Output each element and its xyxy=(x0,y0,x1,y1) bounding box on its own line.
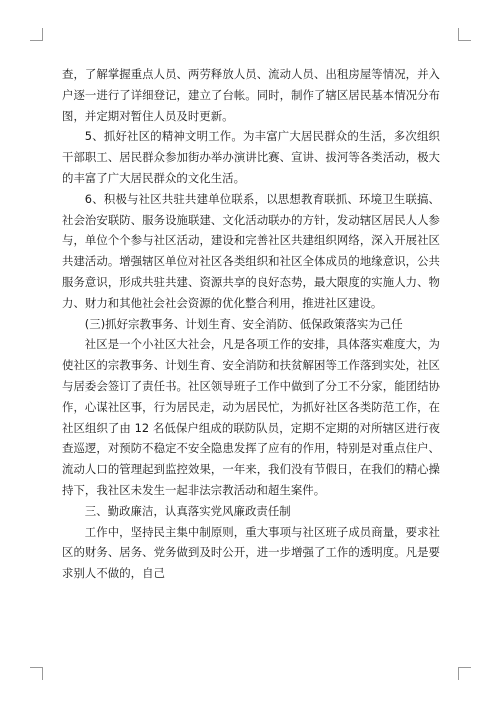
document-body xyxy=(62,64,440,584)
paragraph-section-3-body: 社区是一个小社区大社会，凡是各项工作的安排，具体落实难度大，为使社区的宗教事务、计划生育、安全消防和扶贫解困等工作落到实处，社区与居委会签订了责任书。社区领导班子工作中做到了分工不分家，能团结协作，心谋社区事，行为居民走，动为居民忙，为抓好社区各类防范工作，在社区组织了由 12 名低保户组成的联防队员，定期不定期的对所辖区进行夜查巡逻，对预防不稳定不安全隐患发挥了应有的作用，特别是对重点住户、流动人口的管理起到监控效果，一年来，我们没有节假日，在我们的精心操持下，我社区未发生一起非法宗教活动和超生案件。 xyxy=(62,337,440,497)
paragraph-item-5: 5、抓好社区的精神文明工作。为丰富广大居民群众的生活，多次组织干部职工、居民群众参加街办举办演讲比赛、宣讲、拔河等各类活动，极大的丰富了广大居民群众的文化生活。 xyxy=(62,129,440,185)
crop-mark-bottom-left xyxy=(30,667,43,680)
paragraph-item-6: 6、积极与社区共驻共建单位联系，以思想教育联抓、环境卫生联搞、社会治安联防、服务设施联建、文化活动联办的方针，发动辖区居民人人参与，单位个个参与社区活动，建设和完善社区共建组织网络，深入开展社区共建活动。增强辖区单位对社区各类组织和社区全体成员的地缘意识，公共服务意识，形成共驻共建、资源共享的良好态势，最大限度的实施人力、物力、财力和其他社会社会资源的优化整合利用，推进社区建设。 xyxy=(62,191,440,310)
crop-mark-bottom-right xyxy=(458,667,471,680)
section-heading-3: (三)抓好宗教事务、计划生育、安全消防、低保政策落实为己任 xyxy=(84,316,403,331)
crop-mark-top-left xyxy=(30,28,43,41)
paragraph-section-three-body: 工作中，坚持民主集中制原则，重大事项与社区班子成员商量，要求社区的财务、居务、党务做到及时公开，进一步增强了工作的透明度。凡是要求别人不做的，自己 xyxy=(62,524,440,581)
section-heading-three: 三、勤政廉洁，认真落实党风廉政责任制 xyxy=(84,503,291,518)
crop-mark-top-right xyxy=(458,28,471,41)
paragraph-continued: 查，了解掌握重点人员、两劳释放人员、流动人员、出租房屋等情况，并入户逐一进行了详细登记，建立了台帐。同时，制作了辖区居民基本情况分布图，并定期对暂住人员及时更新。 xyxy=(62,67,440,123)
